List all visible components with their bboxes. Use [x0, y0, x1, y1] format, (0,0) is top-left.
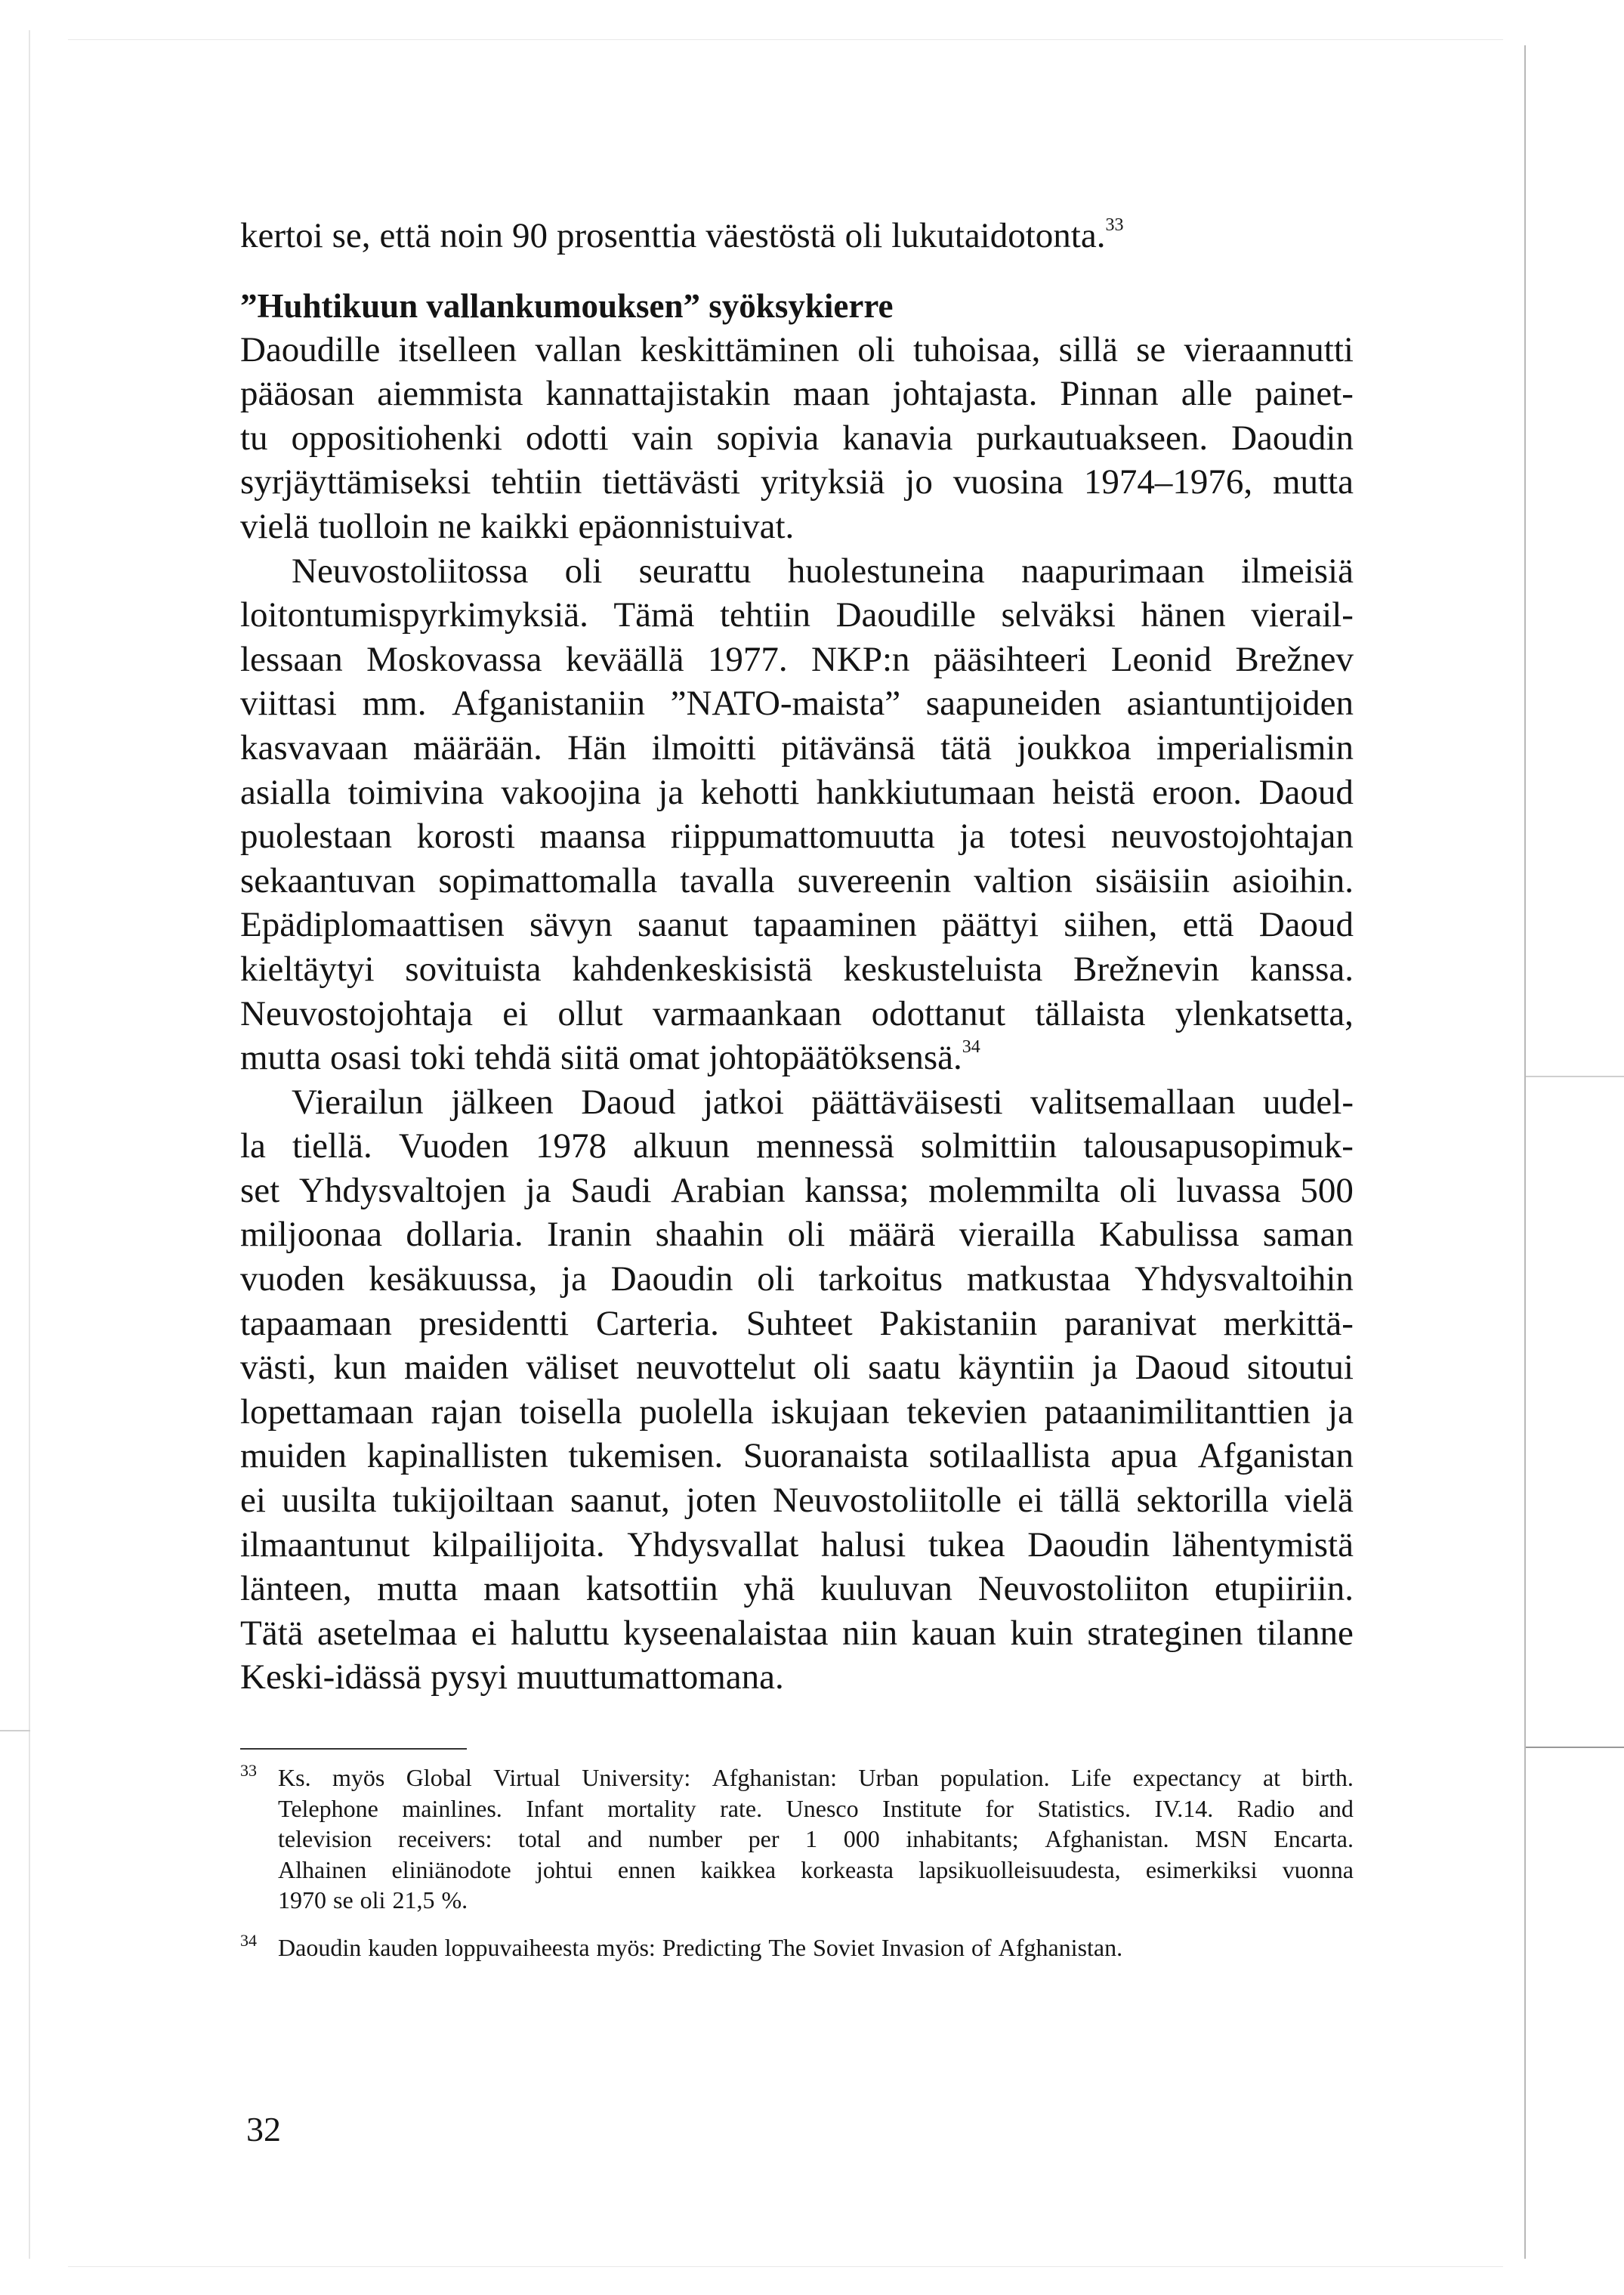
opening-paragraph: [240, 214, 1354, 258]
text-line: tapaamaan presidentti Carteria. Suhteet Pakistaniin paranivat merkittä-: [240, 1303, 1354, 1343]
text-line: puolestaan korosti maansa riippumattomuutta ja totesi neuvostojohtajan: [240, 817, 1354, 857]
text-line: mutta osasi toki tehdä siitä omat johtopäätöksensä.$^{34}$: [240, 1037, 980, 1078]
footnote-number: 34: [240, 1930, 257, 1950]
text-line: la tiellä. Vuoden 1978 alkuun mennessä solmittiin talousapusopimuk-: [240, 1126, 1354, 1166]
paragraph: [240, 1080, 1354, 1700]
text-line: Telephone mainlines. Infant mortality rate. Unesco Institute for Statistics. IV.14. Radio and: [278, 1794, 1354, 1822]
text-line: asialla toimivina vakoojina ja kehotti hankkiutumaan heistä eroon. Daoud: [240, 772, 1354, 812]
footnote-number: 33: [240, 1761, 257, 1780]
scan-tick: [1526, 1747, 1624, 1748]
scan-edge-top: [68, 39, 1503, 40]
scan-tick: [1526, 1076, 1624, 1077]
text-line: pääosan aiemmista kannattajistakin maan johtajasta. Pinnan alle painet-: [240, 374, 1354, 414]
footnote: [240, 1762, 1354, 1916]
scan-edge-left: [29, 30, 30, 2259]
text-line: kasvavaan määrään. Hän ilmoitti pitävänsä tätä joukkoa imperialismin: [240, 727, 1354, 768]
text-line: sekaantuvan sopimattomalla tavalla suvereenin valtion sisäisiin asioihin.: [240, 860, 1354, 900]
footnote-separator: [240, 1748, 467, 1750]
section-body: [240, 328, 1354, 1700]
scan-tick: [0, 1730, 30, 1731]
main-text: [240, 214, 1354, 1700]
text-line: Daoudille itselleen vallan keskittäminen oli tuhoisaa, sillä se vieraannutti: [240, 329, 1354, 369]
text-line: set Yhdysvaltojen ja Saudi Arabian kanssa; molemmilta oli luvassa 500: [240, 1170, 1354, 1210]
paragraph: [240, 328, 1354, 549]
footnotes: [240, 1762, 1354, 1979]
text-line: Tätä asetelmaa ei haluttu kyseenalaistaa niin kauan kuin strateginen tilanne: [240, 1613, 1354, 1653]
section-heading: ”Huhtikuun vallankumouksen” syöksykierre: [240, 286, 894, 325]
text-line: tu oppositiohenki odotti vain sopivia kanavia purkautuakseen. Daoudin: [240, 418, 1354, 458]
text-line: lessaan Moskovassa keväällä 1977. NKP:n pääsihteeri Leonid Brežnev: [240, 639, 1354, 679]
text-line: muiden kapinallisten tukemisen. Suoranaista sotilaallista apua Afganistan: [240, 1436, 1354, 1476]
footnote: [240, 1932, 1354, 1963]
text-line: loitontumispyrkimyksiä. Tämä tehtiin Daoudille selväksi hänen vierail-: [240, 595, 1354, 635]
text-line: västi, kun maiden väliset neuvottelut oli saatu käyntiin ja Daoud sitoutui: [240, 1348, 1354, 1388]
text-line: Epädiplomaattisen sävyn saanut tapaaminen päättyi siihen, että Daoud: [240, 905, 1354, 945]
text-line: Ks. myös Global Virtual University: Afghanistan: Urban population. Life expectancy at birth.: [278, 1764, 1354, 1791]
text-line: miljoonaa dollaria. Iranin shaahin oli määrä vierailla Kabulissa saman: [240, 1215, 1354, 1255]
text-line: Neuvostojohtaja ei ollut varmaankaan odottanut tällaista ylenkatsetta,: [240, 993, 1354, 1033]
text-line: ilmaantunut kilpailijoita. Yhdysvallat halusi tukea Daoudin lähentymistä: [240, 1524, 1354, 1564]
paragraph: [240, 549, 1354, 1080]
text-line: Vierailun jälkeen Daoud jatkoi päättäväisesti valitsemallaan uudel-: [292, 1082, 1354, 1122]
text-line: kertoi se, että noin 90 prosenttia väestöstä oli lukutaidotonta.$^{33}$: [240, 215, 1124, 255]
text-line: vuoden kesäkuussa, ja Daoudin oli tarkoitus matkustaa Yhdysvaltoihin: [240, 1259, 1354, 1299]
text-line: Keski-idässä pysyi muuttumattomana.: [240, 1657, 784, 1697]
text-line: Daoudin kauden loppuvaiheesta myös: Predicting The Soviet Invasion of Afghanistan.: [278, 1933, 1123, 1961]
text-line: Neuvostoliitossa oli seurattu huolestuneina naapurimaan ilmeisiä: [292, 551, 1354, 591]
text-line: länteen, mutta maan katsottiin yhä kuuluvan Neuvostoliiton etupiiriin.: [240, 1569, 1354, 1609]
text-line: 1970 se oli 21,5 %.: [278, 1886, 468, 1914]
text-line: kieltäytyi sovituista kahdenkeskisistä keskusteluista Brežnevin kanssa.: [240, 949, 1354, 989]
scan-edge-bottom: [68, 2266, 1503, 2267]
footnote-reference: 33: [1105, 215, 1124, 235]
text-line: television receivers: total and number per 1 000 inhabitants; Afghanistan. MSN Encarta.: [278, 1825, 1354, 1852]
scan-edge-right: [1524, 45, 1526, 2259]
text-line: vielä tuolloin ne kaikki epäonnistuivat.: [240, 506, 795, 546]
text-line: viittasi mm. Afganistaniin ”NATO-maista” saapuneiden asiantuntijoiden: [240, 684, 1354, 724]
text-line: syrjäyttämiseksi tehtiin tiettävästi yrityksiä jo vuosina 1974–1976, mutta: [240, 462, 1354, 502]
text-line: ei uusilta tukijoiltaan saanut, joten Neuvostoliitolle ei tällä sektorilla vielä: [240, 1481, 1354, 1521]
footnote-reference: 34: [962, 1037, 980, 1058]
text-line: Alhainen eliniänodote johtui ennen kaikkea korkeasta lapsikuolleisuudesta, esimerkiksi vuonna: [278, 1855, 1354, 1883]
text-line: lopettamaan rajan toisella puolella iskujaan tekevien pataanimilitanttien ja: [240, 1392, 1354, 1432]
page-number: 32: [246, 2110, 281, 2148]
